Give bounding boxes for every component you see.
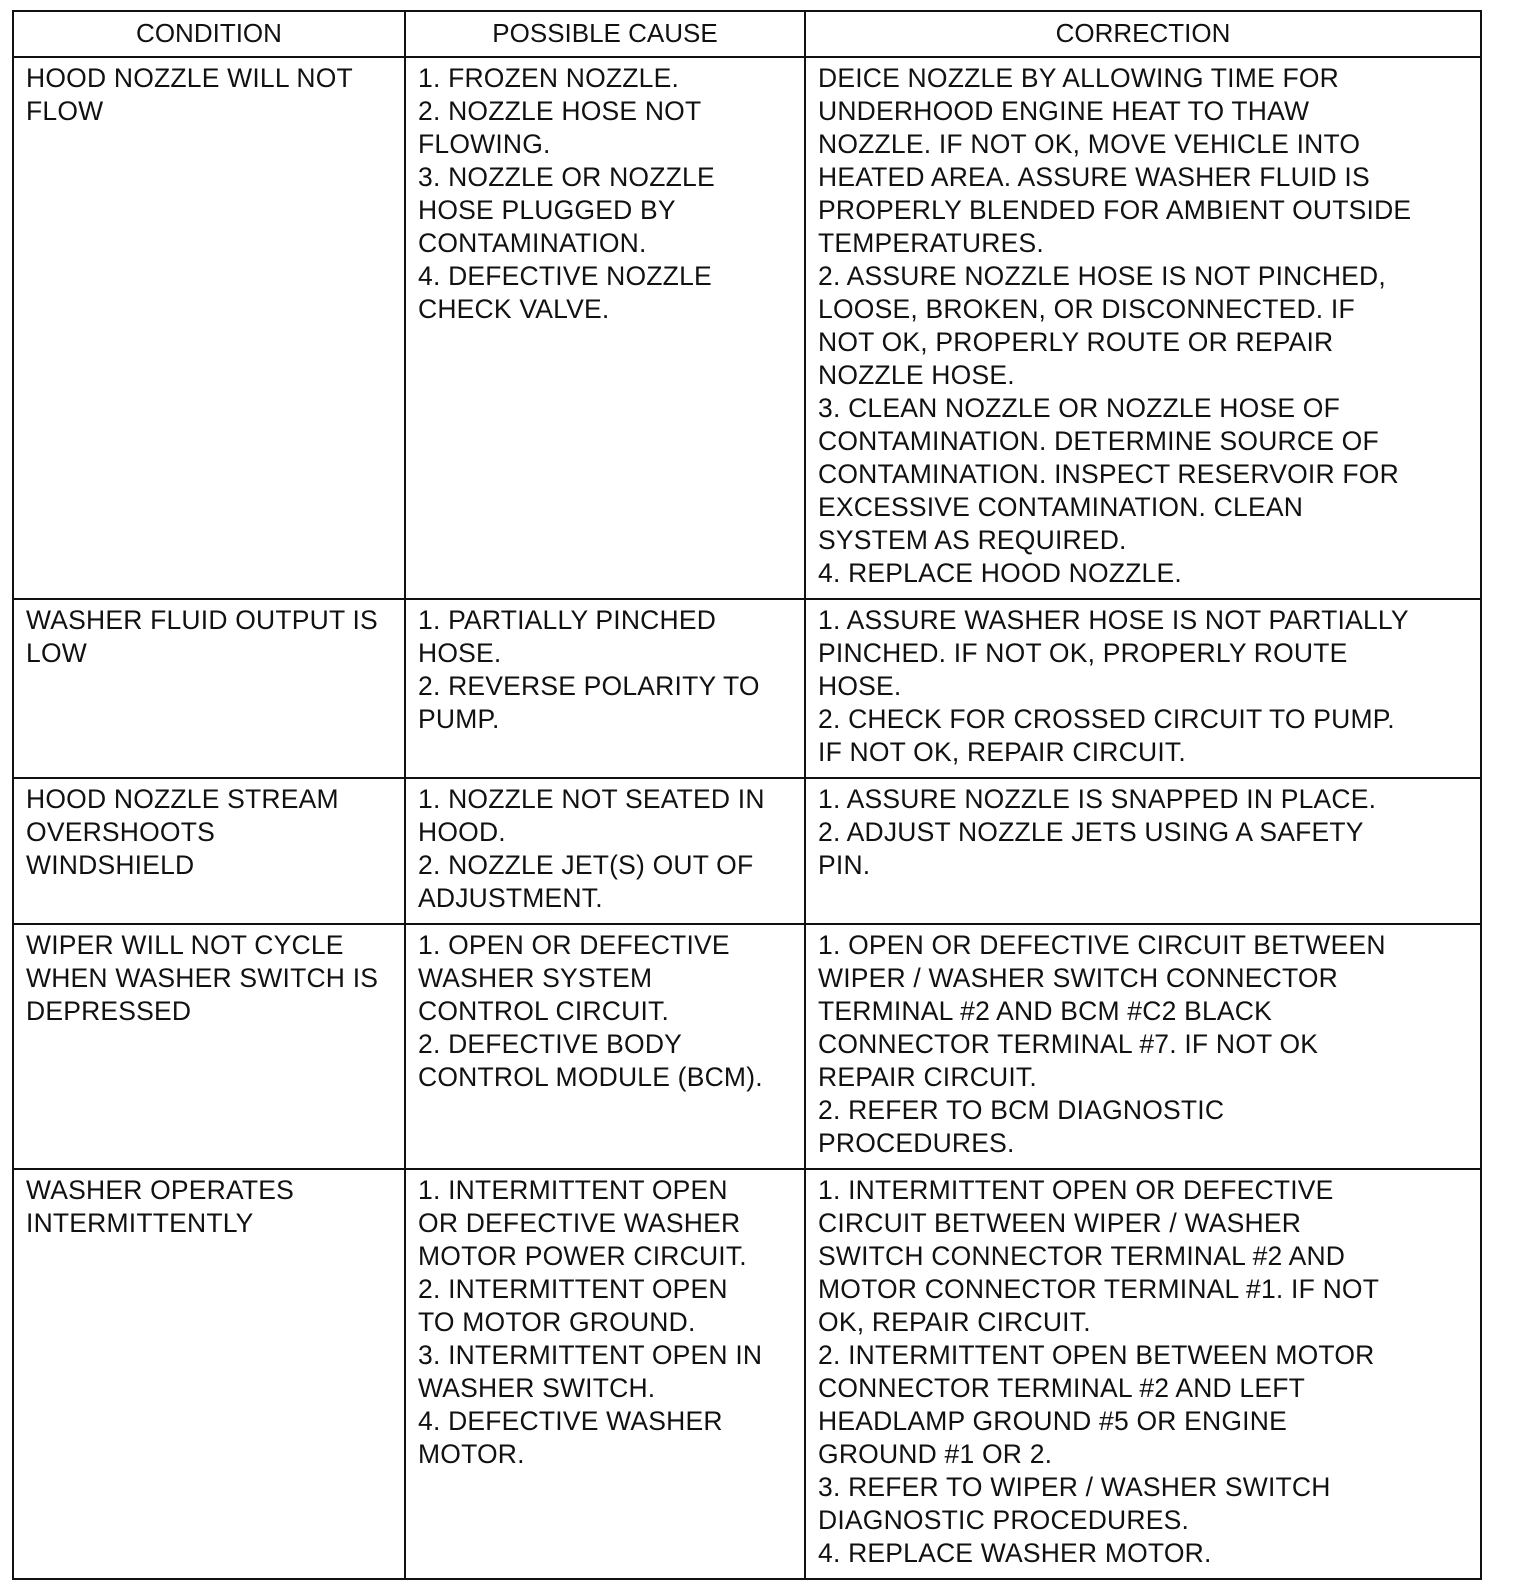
possible-cause-cell: [405, 924, 805, 1169]
cell-text-line: TEMPERATURES.: [818, 228, 1044, 258]
cell-text-line: OVERSHOOTS: [26, 817, 216, 847]
header-condition: CONDITION: [13, 11, 405, 57]
cell-text-line: CONNECTOR TERMINAL #7. IF NOT OK: [818, 1029, 1319, 1059]
cell-text-line: MOTOR POWER CIRCUIT.: [418, 1241, 747, 1271]
cell-text-line: WIPER WILL NOT CYCLE: [26, 930, 344, 960]
cell-text-line: NOZZLE HOSE.: [818, 360, 1015, 390]
cell-text-line: 3. REFER TO WIPER / WASHER SWITCH: [818, 1472, 1331, 1502]
cell-text-line: PINCHED. IF NOT OK, PROPERLY ROUTE: [818, 638, 1348, 668]
cell-text-line: HOSE.: [418, 638, 502, 668]
table-row: [13, 778, 1481, 924]
table-row: [13, 1169, 1481, 1579]
cell-text-line: WASHER SYSTEM: [418, 963, 653, 993]
table-row: [13, 924, 1481, 1169]
cell-text-line: 2. INTERMITTENT OPEN BETWEEN MOTOR: [818, 1340, 1375, 1370]
cell-text-line: LOW: [26, 638, 87, 668]
table-row: [13, 57, 1481, 599]
cell-text-line: 2. NOZZLE JET(S) OUT OF: [418, 850, 754, 880]
cell-text-line: 1. INTERMITTENT OPEN: [418, 1175, 728, 1205]
cell-text-line: DEPRESSED: [26, 996, 192, 1026]
cell-text-line: 2. ASSURE NOZZLE HOSE IS NOT PINCHED,: [818, 261, 1386, 291]
cell-text-line: PUMP.: [418, 704, 500, 734]
cell-text-line: 2. NOZZLE HOSE NOT: [418, 96, 702, 126]
condition-cell: [13, 924, 405, 1169]
correction-cell: [805, 778, 1481, 924]
table-body: [13, 57, 1481, 1579]
possible-cause-cell: [405, 57, 805, 599]
cell-text-line: NOZZLE. IF NOT OK, MOVE VEHICLE INTO: [818, 129, 1361, 159]
cell-text-line: 2. DEFECTIVE BODY: [418, 1029, 683, 1059]
cell-text-line: HOSE PLUGGED BY: [418, 195, 676, 225]
cell-text-line: FLOWING.: [418, 129, 551, 159]
cell-text-line: MOTOR.: [418, 1439, 525, 1469]
cell-text-line: MOTOR CONNECTOR TERMINAL #1. IF NOT: [818, 1274, 1380, 1304]
cell-text-line: 1. NOZZLE NOT SEATED IN: [418, 784, 765, 814]
cell-text-line: WASHER OPERATES: [26, 1175, 295, 1205]
cell-text-line: GROUND #1 OR 2.: [818, 1439, 1053, 1469]
cell-text-line: HEATED AREA. ASSURE WASHER FLUID IS: [818, 162, 1370, 192]
cell-text-line: FLOW: [26, 96, 104, 126]
cell-text-line: WASHER SWITCH.: [418, 1373, 656, 1403]
cell-text-line: 2. REFER TO BCM DIAGNOSTIC: [818, 1095, 1225, 1125]
cell-text-line: PIN.: [818, 850, 871, 880]
header-row: [13, 11, 1481, 57]
condition-cell: [13, 1169, 405, 1579]
cell-text-line: NOT OK, PROPERLY ROUTE OR REPAIR: [818, 327, 1334, 357]
table-row: [13, 599, 1481, 778]
condition-cell: [13, 599, 405, 778]
condition-cell: [13, 57, 405, 599]
header-correction: CORRECTION: [805, 11, 1481, 57]
cell-text-line: CONTAMINATION. DETERMINE SOURCE OF: [818, 426, 1379, 456]
cell-text-line: PROPERLY BLENDED FOR AMBIENT OUTSIDE: [818, 195, 1412, 225]
cell-text-line: ADJUSTMENT.: [418, 883, 603, 913]
cell-text-line: 1. INTERMITTENT OPEN OR DEFECTIVE: [818, 1175, 1334, 1205]
cell-text-line: 3. INTERMITTENT OPEN IN: [418, 1340, 763, 1370]
cell-text-line: WINDSHIELD: [26, 850, 195, 880]
correction-cell: [805, 1169, 1481, 1579]
cell-text-line: 4. DEFECTIVE WASHER: [418, 1406, 723, 1436]
cell-text-line: CIRCUIT BETWEEN WIPER / WASHER: [818, 1208, 1302, 1238]
cell-text-line: CHECK VALVE.: [418, 294, 610, 324]
correction-cell: [805, 599, 1481, 778]
cell-text-line: INTERMITTENTLY: [26, 1208, 254, 1238]
cell-text-line: 4. REPLACE WASHER MOTOR.: [818, 1538, 1212, 1568]
correction-cell: [805, 924, 1481, 1169]
cell-text-line: HOSE.: [818, 671, 902, 701]
cell-text-line: IF NOT OK, REPAIR CIRCUIT.: [818, 737, 1186, 767]
condition-cell: [13, 778, 405, 924]
cell-text-line: HOOD NOZZLE STREAM: [26, 784, 339, 814]
cell-text-line: 1. ASSURE WASHER HOSE IS NOT PARTIALLY: [818, 605, 1409, 635]
cell-text-line: WIPER / WASHER SWITCH CONNECTOR: [818, 963, 1339, 993]
cell-text-line: WHEN WASHER SWITCH IS: [26, 963, 379, 993]
cell-text-line: TERMINAL #2 AND BCM #C2 BLACK: [818, 996, 1272, 1026]
cell-text-line: HOOD.: [418, 817, 506, 847]
cell-text-line: TO MOTOR GROUND.: [418, 1307, 696, 1337]
cell-text-line: 2. CHECK FOR CROSSED CIRCUIT TO PUMP.: [818, 704, 1395, 734]
cell-text-line: WASHER FLUID OUTPUT IS: [26, 605, 378, 635]
cell-text-line: REPAIR CIRCUIT.: [818, 1062, 1037, 1092]
cell-text-line: CONTROL CIRCUIT.: [418, 996, 670, 1026]
possible-cause-cell: [405, 599, 805, 778]
cell-text-line: 1. PARTIALLY PINCHED: [418, 605, 717, 635]
cell-text-line: HOOD NOZZLE WILL NOT: [26, 63, 353, 93]
cell-text-line: 3. CLEAN NOZZLE OR NOZZLE HOSE OF: [818, 393, 1340, 423]
cell-text-line: SYSTEM AS REQUIRED.: [818, 525, 1127, 555]
cell-text-line: OR DEFECTIVE WASHER: [418, 1208, 741, 1238]
cell-text-line: OK, REPAIR CIRCUIT.: [818, 1307, 1091, 1337]
cell-text-line: 4. DEFECTIVE NOZZLE: [418, 261, 712, 291]
cell-text-line: CONTAMINATION. INSPECT RESERVOIR FOR: [818, 459, 1399, 489]
possible-cause-cell: [405, 1169, 805, 1579]
cell-text-line: UNDERHOOD ENGINE HEAT TO THAW: [818, 96, 1310, 126]
table-header: [13, 11, 1481, 57]
cell-text-line: 1. ASSURE NOZZLE IS SNAPPED IN PLACE.: [818, 784, 1377, 814]
cell-text-line: 4. REPLACE HOOD NOZZLE.: [818, 558, 1182, 588]
header-possible-cause: POSSIBLE CAUSE: [405, 11, 805, 57]
cell-text-line: CONNECTOR TERMINAL #2 AND LEFT: [818, 1373, 1306, 1403]
cell-text-line: SWITCH CONNECTOR TERMINAL #2 AND: [818, 1241, 1346, 1271]
cell-text-line: 1. OPEN OR DEFECTIVE: [418, 930, 730, 960]
correction-cell: [805, 57, 1481, 599]
cell-text-line: LOOSE, BROKEN, OR DISCONNECTED. IF: [818, 294, 1355, 324]
cell-text-line: DEICE NOZZLE BY ALLOWING TIME FOR: [818, 63, 1339, 93]
diagnosis-table: [12, 10, 1482, 1580]
cell-text-line: 1. OPEN OR DEFECTIVE CIRCUIT BETWEEN: [818, 930, 1386, 960]
cell-text-line: HEADLAMP GROUND #5 OR ENGINE: [818, 1406, 1287, 1436]
cell-text-line: 3. NOZZLE OR NOZZLE: [418, 162, 715, 192]
cell-text-line: CONTROL MODULE (BCM).: [418, 1062, 763, 1092]
cell-text-line: 2. REVERSE POLARITY TO: [418, 671, 760, 701]
cell-text-line: 2. ADJUST NOZZLE JETS USING A SAFETY: [818, 817, 1364, 847]
cell-text-line: DIAGNOSTIC PROCEDURES.: [818, 1505, 1190, 1535]
cell-text-line: PROCEDURES.: [818, 1128, 1015, 1158]
cell-text-line: EXCESSIVE CONTAMINATION. CLEAN: [818, 492, 1304, 522]
possible-cause-cell: [405, 778, 805, 924]
cell-text-line: 1. FROZEN NOZZLE.: [418, 63, 680, 93]
cell-text-line: CONTAMINATION.: [418, 228, 647, 258]
cell-text-line: 2. INTERMITTENT OPEN: [418, 1274, 728, 1304]
